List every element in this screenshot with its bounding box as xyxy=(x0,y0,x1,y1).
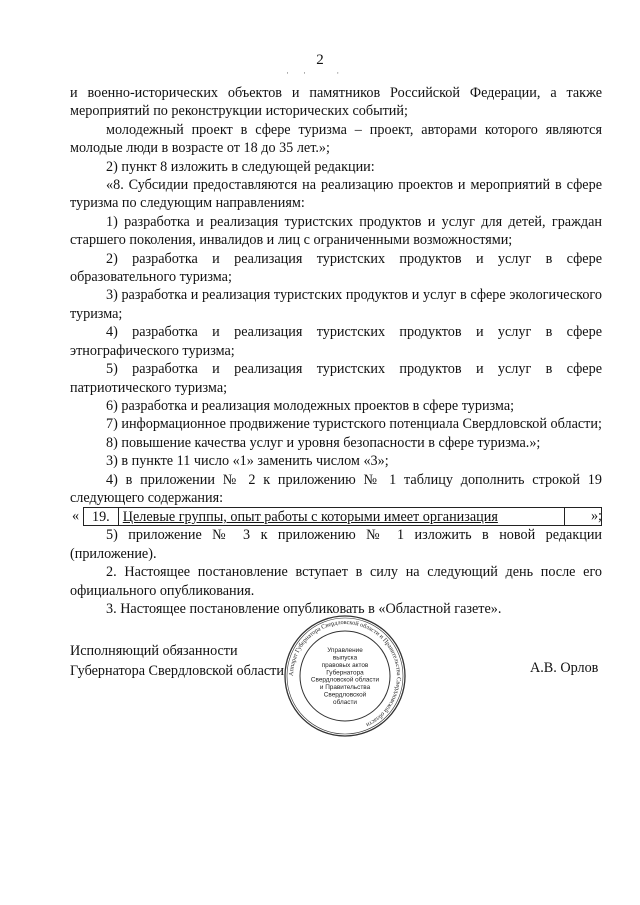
seal-outer-text: Аппарат Губернатора Свердловской области и Правительства Свердловской области xyxy=(287,618,403,729)
signature-block xyxy=(70,641,284,681)
paragraph: 5) разработка и реализация туристских продуктов и услуг в сфере патриотического туризма; xyxy=(70,361,602,396)
row-text-cell: Целевые группы, опыт работы с которыми имеет организация xyxy=(118,508,564,526)
paragraph: 2. Настоящее постановление вступает в силу на следующий день после его официального опубликования. xyxy=(70,564,602,599)
seal-inner-line: Свердловской xyxy=(323,691,367,699)
seal-inner-line: и Правительства xyxy=(319,684,371,692)
paragraph: 3) в пункте 11 число «1» заменить числом «3»; xyxy=(106,453,389,470)
paragraph: молодежный проект в сфере туризма – проект, авторами которого являются молодые люди в возрасте от 18 до 35 лет.»; xyxy=(70,121,602,157)
paragraph: 6) разработка и реализация молодежных проектов в сфере туризма; xyxy=(106,397,515,414)
signer-name: А.В. Орлов xyxy=(530,660,599,676)
paragraph: 2) разработка и реализация туристских продуктов и услуг в сфере образовательного туризма; xyxy=(70,250,602,286)
seal-inner-line: Губернатора xyxy=(326,669,364,677)
paragraph: 4) в приложении № 2 к приложению № 1 таблицу дополнить строкой 19 следующего содержания: xyxy=(70,471,602,506)
seal-inner-line: Управление xyxy=(327,647,363,655)
paragraph: и военно-исторических объектов и памятников Российской Федерации, а также мероприятий по реконструкции исторических событий; xyxy=(70,85,602,120)
seal-inner-line: правовых актов xyxy=(321,661,369,669)
paragraph: 3. Настоящее постановление опубликовать в «Областной газете». xyxy=(106,600,502,617)
paragraphs-before xyxy=(70,84,602,507)
table-row-19 xyxy=(70,507,602,526)
paragraphs-after xyxy=(70,526,602,618)
paragraph: 3) разработка и реализация туристских продуктов и услуг в сфере экологического туризма; xyxy=(70,287,602,322)
seal-inner-text xyxy=(311,647,380,706)
inserted-table xyxy=(83,507,602,526)
seal-inner-line: Свердловской области xyxy=(310,676,380,684)
paragraph: 8) повышение качества услуг и уровня безопасности в сфере туризма.»; xyxy=(106,434,541,451)
close-quote: »; xyxy=(590,508,602,525)
table-row xyxy=(84,508,602,526)
row-number-cell: 19. xyxy=(84,508,119,526)
paragraph: 4) разработка и реализация туристских продуктов и услуг в сфере этнографического туризма; xyxy=(70,324,602,359)
document-body xyxy=(70,84,602,618)
official-seal xyxy=(283,614,407,738)
signature-title-line1: Исполняющий обязанности xyxy=(70,643,238,659)
signature-title-line2: Губернатора Свердловской области xyxy=(70,663,284,679)
seal-inner-line: выпуска xyxy=(332,654,358,662)
paragraph: 1) разработка и реализация туристских продуктов и услуг для детей, граждан старшего поколения, инвалидов и лиц с ограниченными возможностями; xyxy=(70,213,602,249)
open-quote: « xyxy=(72,508,80,525)
paragraph: «8. Субсидии предоставляются на реализацию проектов и мероприятий в сфере туризма по следующим направлениям: xyxy=(70,177,602,212)
paragraph: 2) пункт 8 изложить в следующей редакции: xyxy=(106,158,375,175)
seal-inner-line: области xyxy=(333,698,357,706)
page-number: 2 xyxy=(316,52,324,68)
scan-marks: ·· · xyxy=(286,68,354,78)
paragraph: 7) информационное продвижение туристского потенциала Свердловской области; xyxy=(106,416,602,433)
paragraph: 5) приложение № 3 к приложению № 1 изложить в новой редакции (приложение). xyxy=(70,527,602,562)
